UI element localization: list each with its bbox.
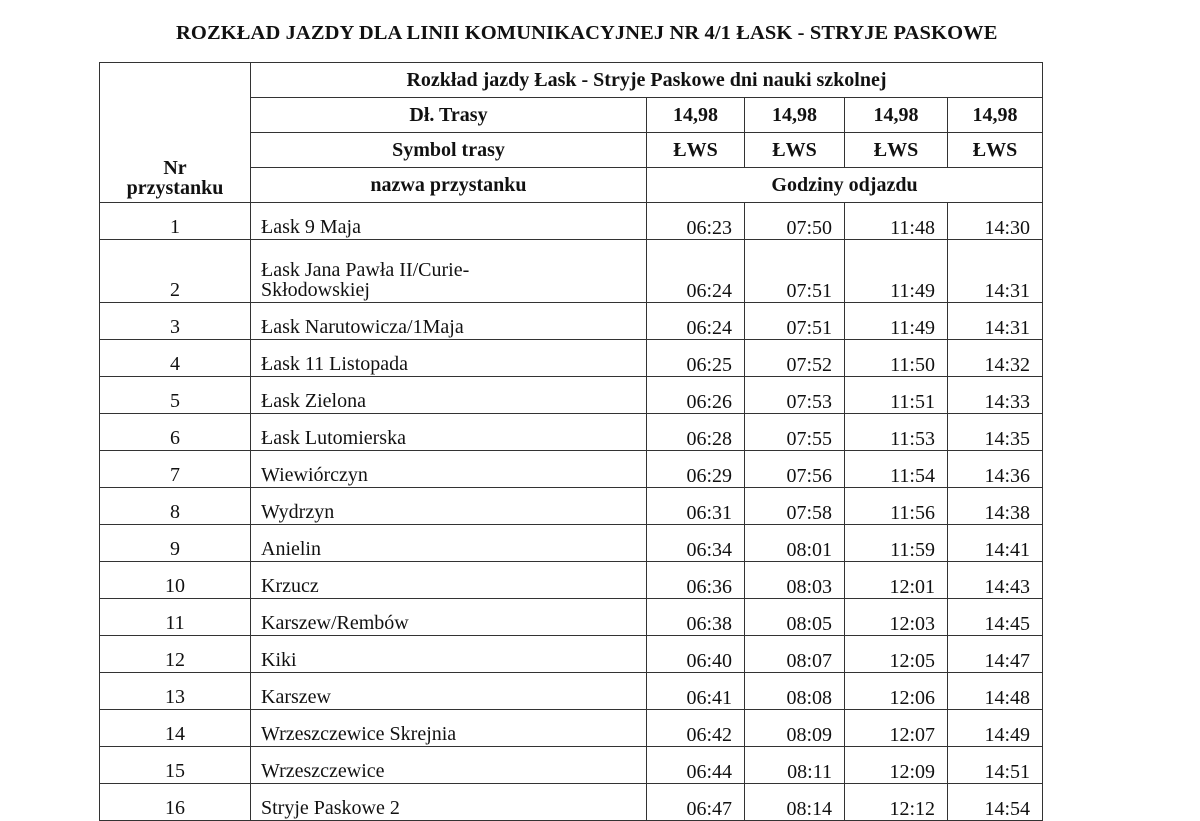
departure-time: 12:06 [845,673,948,710]
departure-time: 06:23 [647,203,745,240]
departure-time: 06:26 [647,377,745,414]
departure-time: 06:44 [647,747,745,784]
departure-time: 06:36 [647,562,745,599]
departure-time: 11:53 [845,414,948,451]
departure-time: 14:30 [948,203,1043,240]
stop-name: Łask 9 Maja [251,203,647,240]
departure-time: 06:29 [647,451,745,488]
departure-time: 06:24 [647,240,745,303]
departure-time: 12:01 [845,562,948,599]
table-row [100,673,1043,710]
departure-time: 08:09 [745,710,845,747]
stop-number: 16 [100,784,251,821]
route-symbol-4: ŁWS [948,133,1043,168]
departure-time: 11:51 [845,377,948,414]
departure-time: 14:31 [948,303,1043,340]
departure-time: 08:05 [745,599,845,636]
departure-time: 07:51 [745,240,845,303]
table-row [100,636,1043,673]
route-length-4: 14,98 [948,98,1043,133]
table-row [100,303,1043,340]
stop-name-line2: Skłodowskiej [261,279,370,301]
departure-time: 14:54 [948,784,1043,821]
route-symbol-2: ŁWS [745,133,845,168]
stop-name: Wiewiórczyn [251,451,647,488]
departure-time: 12:07 [845,710,948,747]
departure-time: 06:38 [647,599,745,636]
departure-time: 14:32 [948,340,1043,377]
stop-name: Łask Narutowicza/1Maja [251,303,647,340]
table-row [100,784,1043,821]
departure-time: 14:43 [948,562,1043,599]
stop-number: 10 [100,562,251,599]
stop-name: Łask 11 Listopada [251,340,647,377]
departure-time: 11:49 [845,303,948,340]
route-symbol-3: ŁWS [845,133,948,168]
stop-number: 13 [100,673,251,710]
stop-number: 7 [100,451,251,488]
stop-number: 3 [100,303,251,340]
route-length-label: Dł. Trasy [251,98,647,133]
departure-time: 11:59 [845,525,948,562]
stop-number: 14 [100,710,251,747]
document-title: ROZKŁAD JAZDY DLA LINII KOMUNIKACYJNEJ NR 4/1 ŁASK - STRYJE PASKOWE [176,22,998,44]
header-row-title [100,63,1043,98]
departure-time: 14:33 [948,377,1043,414]
route-symbol-label: Symbol trasy [251,133,647,168]
departure-time: 06:28 [647,414,745,451]
table-row [100,562,1043,599]
departure-time: 06:25 [647,340,745,377]
stop-number: 12 [100,636,251,673]
stop-name: Wydrzyn [251,488,647,525]
departure-time: 06:34 [647,525,745,562]
table-row [100,240,1043,303]
departure-time: 08:01 [745,525,845,562]
departure-time: 12:03 [845,599,948,636]
stop-name: Karszew [251,673,647,710]
departure-time: 08:11 [745,747,845,784]
departure-time: 12:09 [845,747,948,784]
departure-time: 11:50 [845,340,948,377]
departure-time: 07:52 [745,340,845,377]
table-row [100,340,1043,377]
departure-time: 06:40 [647,636,745,673]
stop-number: 6 [100,414,251,451]
departure-time: 08:14 [745,784,845,821]
nr-przystanku-header [100,63,251,203]
stop-name: Kiki [251,636,647,673]
stop-number: 4 [100,340,251,377]
departure-time: 12:05 [845,636,948,673]
departure-time: 07:55 [745,414,845,451]
nr-header-line2: przystanku [126,177,224,199]
departure-times-label: Godziny odjazdu [647,168,1043,203]
stop-name: Wrzeszczewice [251,747,647,784]
schedule-main-header: Rozkład jazdy Łask - Stryje Paskowe dni nauki szkolnej [251,63,1043,98]
departure-time: 07:50 [745,203,845,240]
stop-name [251,240,647,303]
route-length-3: 14,98 [845,98,948,133]
departure-time: 14:38 [948,488,1043,525]
stop-number: 8 [100,488,251,525]
departure-time: 12:12 [845,784,948,821]
table-row [100,451,1043,488]
table-row [100,377,1043,414]
table-row [100,203,1043,240]
departure-time: 07:56 [745,451,845,488]
departure-time: 06:24 [647,303,745,340]
stop-number: 11 [100,599,251,636]
table-row [100,488,1043,525]
stop-name-line1: Łask Jana Pawła II/Curie- [261,259,470,281]
departure-time: 14:45 [948,599,1043,636]
departure-time: 08:08 [745,673,845,710]
stop-number: 1 [100,203,251,240]
stop-name: Karszew/Rembów [251,599,647,636]
stop-name-label: nazwa przystanku [251,168,647,203]
departure-time: 07:58 [745,488,845,525]
timetable [99,62,1043,821]
departure-time: 14:47 [948,636,1043,673]
departure-time: 08:07 [745,636,845,673]
table-row [100,525,1043,562]
stop-number: 9 [100,525,251,562]
departure-time: 14:31 [948,240,1043,303]
table-row [100,414,1043,451]
table-row [100,599,1043,636]
nr-header-line1: Nr [163,157,187,179]
table-row [100,710,1043,747]
stop-name: Krzucz [251,562,647,599]
departure-time: 14:48 [948,673,1043,710]
route-length-2: 14,98 [745,98,845,133]
stop-name: Łask Lutomierska [251,414,647,451]
stop-number: 5 [100,377,251,414]
stop-name: Wrzeszczewice Skrejnia [251,710,647,747]
departure-time: 14:51 [948,747,1043,784]
stop-name: Stryje Paskowe 2 [251,784,647,821]
departure-time: 06:42 [647,710,745,747]
departure-time: 07:51 [745,303,845,340]
stop-number: 2 [100,240,251,303]
stop-number: 15 [100,747,251,784]
departure-time: 14:49 [948,710,1043,747]
departure-time: 06:47 [647,784,745,821]
departure-time: 11:54 [845,451,948,488]
departure-time: 14:41 [948,525,1043,562]
departure-time: 11:49 [845,240,948,303]
departure-time: 06:41 [647,673,745,710]
departure-time: 14:35 [948,414,1043,451]
route-length-1: 14,98 [647,98,745,133]
departure-time: 11:48 [845,203,948,240]
table-row [100,747,1043,784]
departure-time: 06:31 [647,488,745,525]
route-symbol-1: ŁWS [647,133,745,168]
stop-name: Anielin [251,525,647,562]
departure-time: 07:53 [745,377,845,414]
stop-name: Łask Zielona [251,377,647,414]
departure-time: 08:03 [745,562,845,599]
departure-time: 11:56 [845,488,948,525]
departure-time: 14:36 [948,451,1043,488]
